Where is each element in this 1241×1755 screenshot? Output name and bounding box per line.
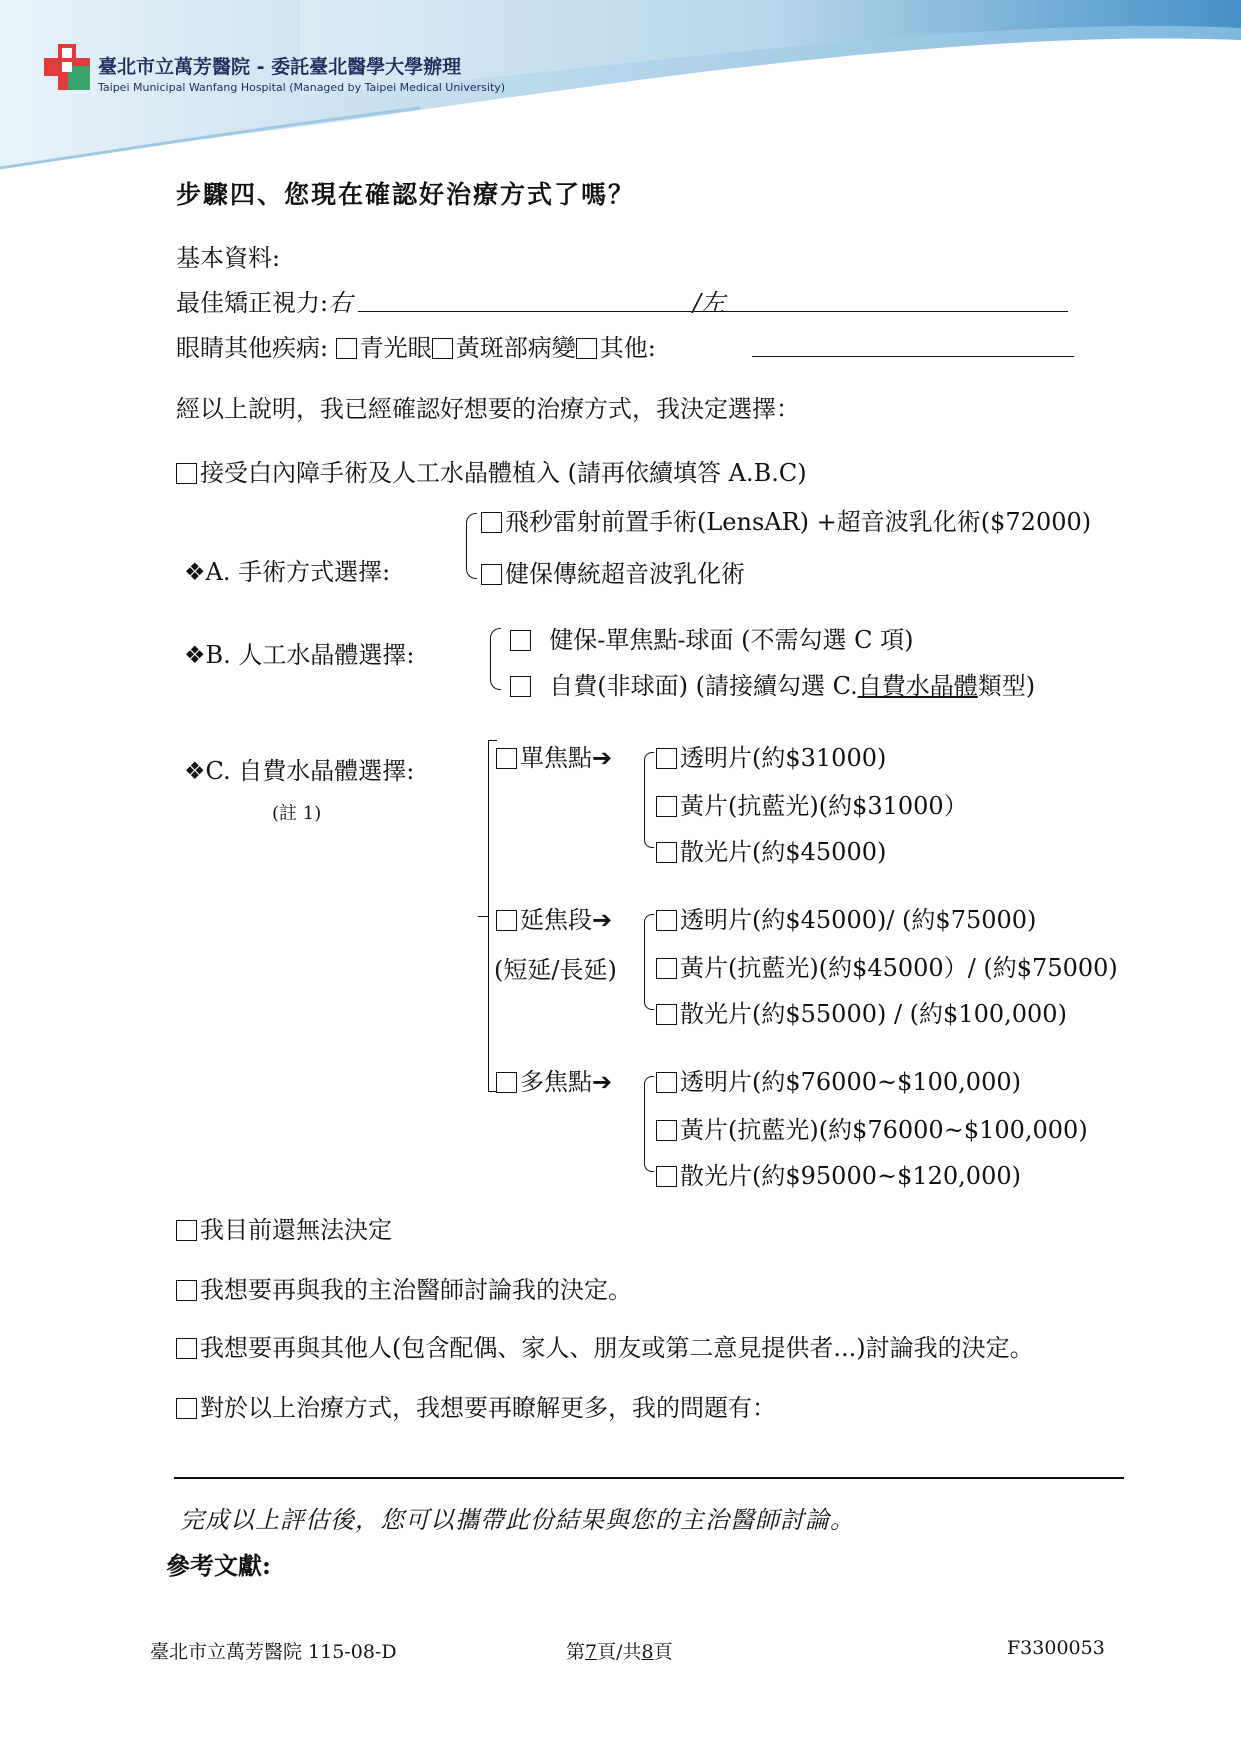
edof-opt-3: [656, 994, 1067, 1029]
nhi-monofocal-checkbox[interactable]: [510, 630, 531, 651]
section-b-option-2: [510, 666, 1035, 701]
accept-surgery-checkbox[interactable]: [176, 463, 197, 484]
nhi-phaco-label: 健保傳統超音波乳化術: [505, 560, 745, 588]
section-a-label: ❖A. 手術方式選擇:: [184, 558, 391, 586]
monofocal-opt-3: [656, 832, 886, 867]
edof-yellow-checkbox[interactable]: [656, 958, 677, 979]
self-pay-lens-underline: 自費水晶體: [857, 672, 978, 700]
edof-clear-label: 透明片(約$45000)/ (約$75000): [680, 906, 1037, 934]
accept-option-row: [176, 453, 807, 488]
nhi-phaco-checkbox[interactable]: [481, 564, 502, 585]
monofocal-clear-checkbox[interactable]: [656, 748, 677, 769]
glaucoma-label: 青光眼: [359, 334, 432, 362]
hospital-name: 臺北市立萬芳醫院 - 委託臺北醫學大學辦理: [98, 56, 462, 78]
edof-toric-label: 散光片(約$55000) / (約$100,000): [680, 1000, 1067, 1028]
multifocal-yellow-checkbox[interactable]: [656, 1120, 677, 1141]
section-a-brace: [466, 513, 477, 579]
section-a-option-1: [481, 502, 1091, 537]
section-b-brace: [490, 628, 501, 690]
hospital-logo: [44, 44, 90, 90]
page-total: 8: [641, 1641, 654, 1663]
discuss-others-checkbox[interactable]: [176, 1338, 197, 1359]
arrow-icon: ➔: [592, 744, 613, 772]
multifocal-opt-2: [656, 1110, 1088, 1145]
section-a-option-2: [481, 554, 745, 589]
monofocal-brace: [644, 752, 654, 848]
macular-checkbox[interactable]: [432, 338, 453, 359]
monofocal-label: 單焦點: [520, 744, 592, 772]
monofocal-clear-label: 透明片(約$31000): [680, 744, 887, 772]
nhi-monofocal-label: 健保-單焦點-球面 (不需勾選 C 項): [549, 626, 914, 654]
multifocal-checkbox[interactable]: [496, 1072, 517, 1093]
edof-opt-1: [656, 900, 1036, 935]
vision-right-label: 右: [328, 289, 353, 317]
vision-left-label: /左: [693, 289, 726, 317]
accept-surgery-label: 接受白內障手術及人工水晶體植入 (請再依續填答 A.B.C): [200, 459, 807, 487]
multifocal-clear-label: 透明片(約$76000~$100,000): [680, 1068, 1021, 1096]
choice-undecided: [176, 1210, 392, 1245]
edof-yellow-label: 黃片(抗藍光)(約$45000）/ (約$75000): [680, 954, 1118, 982]
closing-note: 完成以上評估後，您可以攜帶此份結果與您的主治醫師討論。: [180, 1506, 855, 1534]
group-edof: [496, 900, 612, 935]
step-title: 步驟四、您現在確認好治療方式了嗎？: [176, 180, 636, 209]
discuss-doctor-checkbox[interactable]: [176, 1280, 197, 1301]
edof-checkbox[interactable]: [496, 910, 517, 931]
undecided-label: 我目前還無法決定: [200, 1216, 392, 1244]
footer-left: 臺北市立萬芳醫院 115-08-D: [150, 1641, 397, 1663]
page-suffix: 頁: [653, 1641, 673, 1663]
more-questions-label: 對於以上治療方式，我想要再瞭解更多，我的問題有：: [200, 1394, 776, 1422]
questions-fill-line[interactable]: [174, 1477, 1124, 1479]
page-mid: 頁/共: [597, 1641, 642, 1663]
discuss-others-label: 我想要再與其他人(包含配偶、家人、朋友或第二意見提供者...)討論我的決定。: [200, 1334, 1034, 1362]
monofocal-yellow-label: 黃片(抗藍光)(約$31000）: [680, 792, 968, 820]
monofocal-opt-1: [656, 738, 886, 773]
decision-intro: 經以上說明，我已經確認好想要的治療方式，我決定選擇：: [176, 395, 800, 423]
references-label: 參考文獻:: [166, 1551, 271, 1580]
multifocal-toric-label: 散光片(約$95000~$120,000): [680, 1162, 1021, 1190]
self-pay-aspheric-checkbox[interactable]: [510, 676, 531, 697]
arrow-icon: ➔: [592, 906, 613, 934]
monofocal-toric-checkbox[interactable]: [656, 842, 677, 863]
self-pay-aspheric-label: 自費(非球面) (請接續勾選 C.: [549, 672, 858, 700]
vision-row: [176, 283, 352, 318]
multifocal-opt-3: [656, 1156, 1021, 1191]
hospital-name-en: Taipei Municipal Wanfang Hospital (Managed by Taipei Medical University): [98, 81, 506, 94]
arrow-icon: ➔: [592, 1068, 613, 1096]
edof-clear-checkbox[interactable]: [656, 910, 677, 931]
eye-disease-label: 眼睛其他疾病:: [176, 334, 329, 362]
lensar-label: 飛秒雷射前置手術(LensAR) +超音波乳化術($72000): [505, 508, 1092, 536]
monofocal-opt-2: [656, 786, 968, 821]
lensar-checkbox[interactable]: [481, 512, 502, 533]
monofocal-toric-label: 散光片(約$45000): [680, 838, 887, 866]
section-c-note: (註 1): [272, 803, 322, 824]
other-disease-label: 其他:: [599, 334, 656, 362]
choice-more-questions: [176, 1388, 776, 1423]
section-c-bracket-tick: [478, 916, 488, 917]
other-disease-checkbox[interactable]: [576, 338, 597, 359]
page-prefix: 第: [566, 1641, 586, 1663]
section-b-label: ❖B. 人工水晶體選擇:: [184, 641, 415, 669]
multifocal-yellow-label: 黃片(抗藍光)(約$76000~$100,000): [680, 1116, 1088, 1144]
other-disease-fill-line[interactable]: [752, 356, 1074, 357]
choice-discuss-others: [176, 1328, 1034, 1363]
undecided-checkbox[interactable]: [176, 1220, 197, 1241]
monofocal-yellow-checkbox[interactable]: [656, 796, 677, 817]
group-multifocal: [496, 1062, 612, 1097]
multifocal-clear-checkbox[interactable]: [656, 1072, 677, 1093]
edof-brace: [644, 914, 654, 1010]
footer-form-code: F3300053: [1007, 1637, 1105, 1659]
more-questions-checkbox[interactable]: [176, 1398, 197, 1419]
section-c-label: ❖C. 自費水晶體選擇:: [184, 757, 415, 785]
eye-disease-row: [176, 328, 656, 363]
page-current: 7: [585, 1641, 598, 1663]
glaucoma-checkbox[interactable]: [336, 338, 357, 359]
edof-label: 延焦段: [520, 906, 592, 934]
multifocal-brace: [644, 1076, 654, 1172]
discuss-doctor-label: 我想要再與我的主治醫師討論我的決定。: [200, 1276, 632, 1304]
macular-label: 黃斑部病變: [455, 334, 576, 362]
multifocal-opt-1: [656, 1062, 1021, 1097]
group-monofocal: [496, 738, 612, 773]
choice-discuss-doctor: [176, 1270, 632, 1305]
edof-sub-label: (短延/長延): [494, 956, 617, 984]
footer-page: [566, 1637, 673, 1664]
section-b-option-1: [510, 620, 913, 655]
edof-toric-checkbox[interactable]: [656, 1004, 677, 1025]
monofocal-checkbox[interactable]: [496, 748, 517, 769]
self-pay-aspheric-suffix: 類型): [977, 672, 1036, 700]
edof-opt-2: [656, 948, 1118, 983]
multifocal-toric-checkbox[interactable]: [656, 1166, 677, 1187]
basic-info-label: 基本資料:: [176, 244, 281, 272]
multifocal-label: 多焦點: [520, 1068, 592, 1096]
vision-label: 最佳矯正視力:: [176, 289, 329, 317]
